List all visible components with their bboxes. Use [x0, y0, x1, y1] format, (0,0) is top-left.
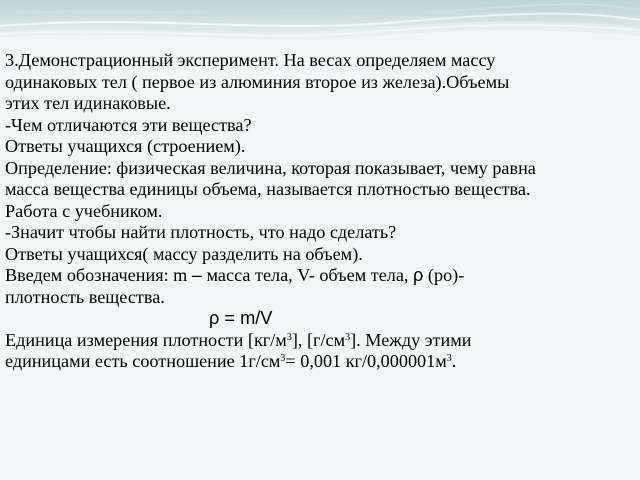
notation-line — [5, 265, 635, 287]
dash-symbol: – — [191, 265, 202, 285]
units-text: ], [г/см — [291, 329, 346, 350]
text-line: 3.Демонстрационный эксперимент. На весах определяем массу — [5, 50, 496, 70]
slide-text-body — [5, 50, 635, 373]
units-text: ]. Между этими — [350, 329, 472, 350]
superscript: 3 — [446, 353, 452, 364]
superscript: 3 — [280, 353, 286, 364]
text-line: -Значит чтобы найти плотность, что надо сделать? — [5, 222, 397, 242]
notation-text: Введем обозначения: m — [5, 265, 192, 285]
text-line: Ответы учащихся( массу разделить на объем). — [5, 243, 363, 264]
text-line: -Чем отличаются эти вещества? — [5, 114, 252, 135]
superscript: 3 — [286, 331, 292, 343]
decorative-header-waves — [0, 0, 640, 50]
rho-symbol: ρ — [413, 265, 424, 285]
relation-text: . — [451, 351, 457, 371]
relation-text: = 0,001 кг/0,000001м — [285, 351, 447, 371]
relation-line — [5, 351, 635, 373]
text-line: этих тел идинаковые. — [5, 93, 171, 113]
text-line: одинаковых тел ( первое из алюминия второе из железа).Объемы — [5, 71, 510, 92]
superscript: 3 — [345, 331, 351, 343]
text-line: Ответы учащихся (строением). — [5, 136, 246, 156]
units-text: Единица измерения плотности [кг/м — [5, 329, 287, 350]
text-line: Работа с учебником. — [5, 200, 163, 221]
definition-line: масса вещества единицы объема, называется плотностью вещества. — [5, 179, 531, 199]
wave-decoration — [0, 0, 640, 50]
notation-text: (ро)- — [423, 265, 465, 285]
density-formula: ρ = m/V — [209, 308, 273, 328]
definition-line: Определение: физическая величина, которая показывает, чему равна — [5, 157, 536, 178]
units-line — [5, 330, 635, 352]
relation-text: единицами есть соотношение 1г/см — [5, 351, 281, 371]
notation-text: масса тела, V- объем тела, — [202, 265, 414, 285]
text-line: плотность вещества. — [5, 286, 165, 307]
